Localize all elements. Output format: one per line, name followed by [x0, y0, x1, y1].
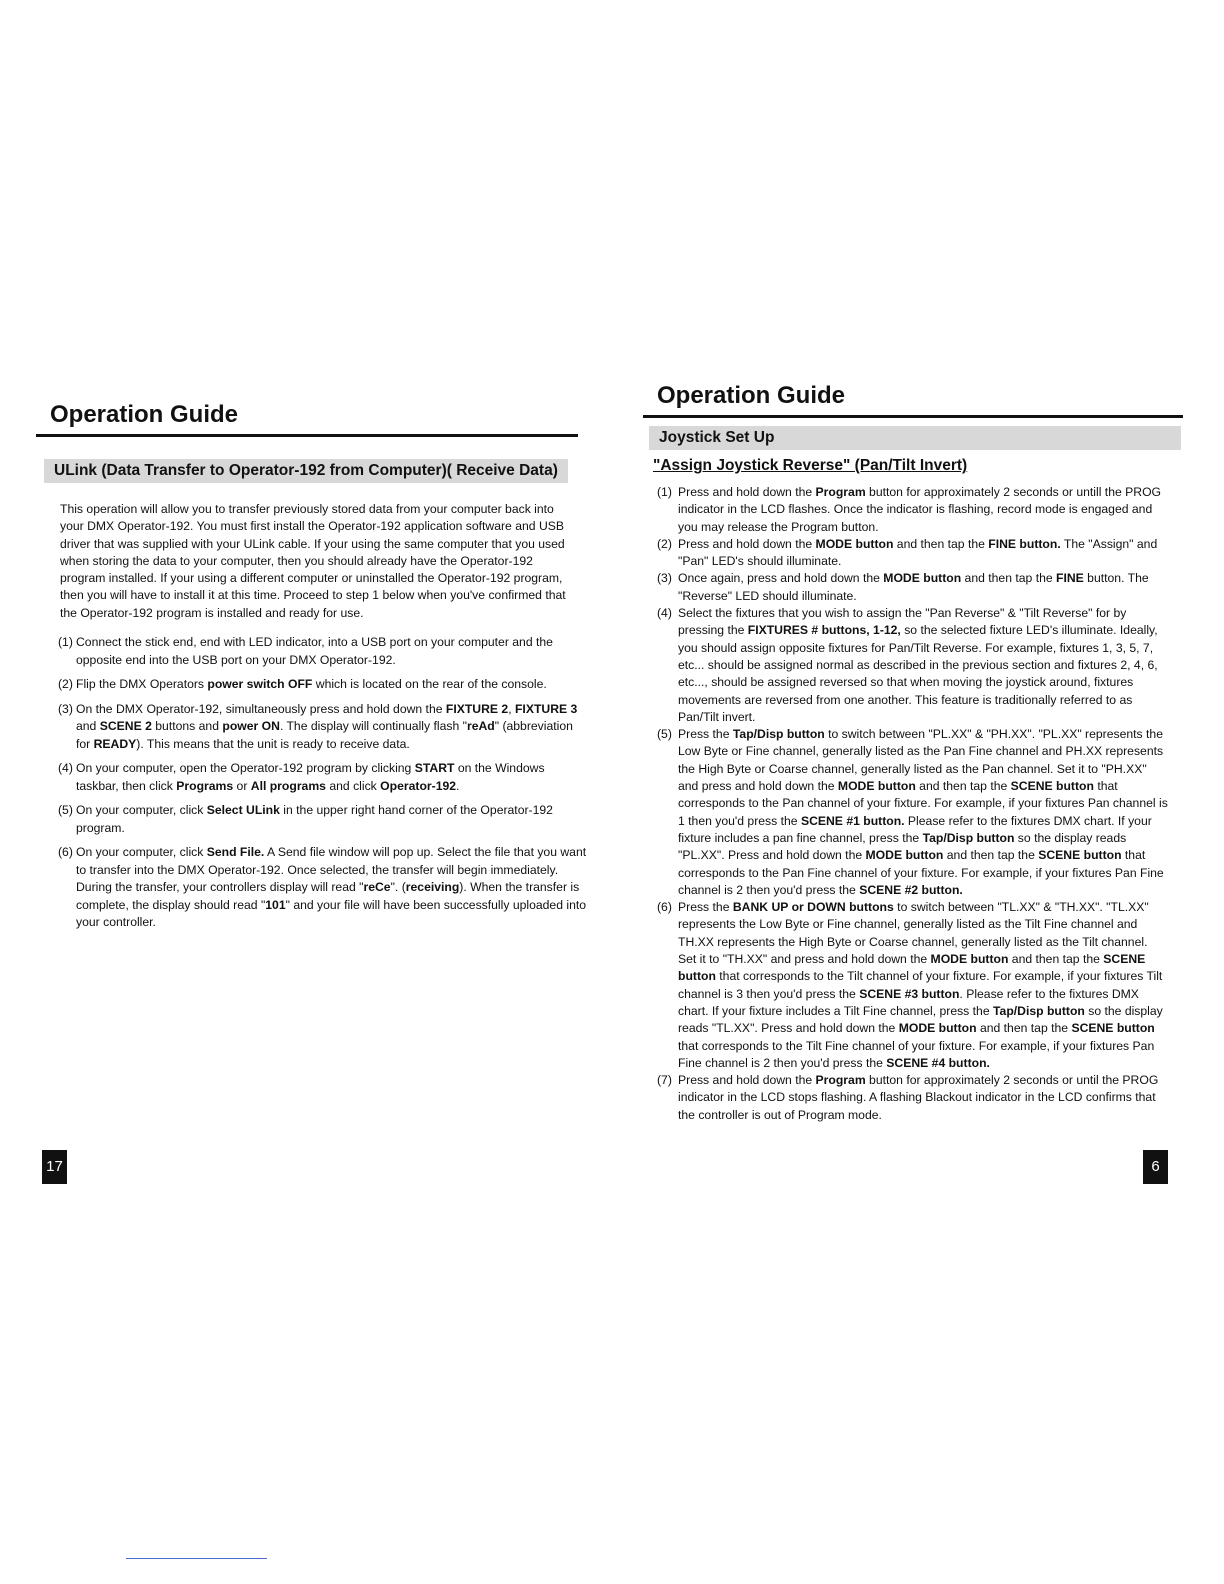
step-list [58, 634, 588, 932]
step-number: (4) [657, 606, 672, 621]
step-number: (7) [657, 1073, 672, 1088]
page-title: Operation Guide [657, 382, 846, 409]
step-item: (7) Press and hold down the Program button for approximately 2 seconds or until the PROG indicator in the LCD stops flashing. A flashing Blackout indicator in the LCD confirms that the controller is out of Program mode. [657, 1073, 1159, 1122]
page-number: 6 [1143, 1150, 1168, 1184]
page-title: Operation Guide [50, 401, 239, 428]
step-item: (2) Press and hold down the MODE button and then tap the FINE button. The "Assign" and "Pan" LED's should illuminate. [657, 536, 1158, 569]
intro-paragraph: This operation will allow you to transfer previously stored data from your computer back into your DMX Operator-192. You must first install the Operator-192 application software and USB driver that was supplied with your ULink cable. If your using the same computer that you used when storing the data to your computer, then you should already have the Operator-192 program installed. If your using a different computer or uninstalled the Operator-192 program, then you will have to install it at this time. Proceed to step 1 below when you've confirmed that the Operator-192 program is installed and ready for use. [60, 502, 566, 620]
step-item: (2) Flip the DMX Operators power switch OFF which is located on the rear of the console. [58, 676, 588, 694]
title-rule [643, 415, 1183, 418]
step-item: (5) On your computer, click Select ULink in the upper right hand corner of the Operator-192 program. [58, 803, 553, 835]
step-number: (4) [58, 761, 73, 776]
right-page [643, 381, 1183, 1124]
step-item: (3) On the DMX Operator-192, simultaneously press and hold down the FIXTURE 2, FIXTURE 3 and SCENE 2 buttons and power ON. The display will continually flash "reAd" (abbreviation for READY). This means that the unit is ready to receive data. [58, 701, 578, 751]
step-number: (3) [58, 701, 73, 716]
step-item: (6) On your computer, click Send File. A Send file window will pop up. Select the file that you want to transfer into the DMX Operator-192. Once selected, the transfer will begin immediately. During the transfer, your controllers display will read "reCe". (receiving). When the transfer is complete, the display should read "101" and your file will have been successfully uploaded into your controller. [58, 845, 587, 930]
step-number: (6) [657, 900, 672, 915]
subheading: "Assign Joystick Reverse" (Pan/Tilt Invert) [653, 457, 968, 474]
section-heading: ULink (Data Transfer to Operator-192 from Computer)( Receive Data) [44, 459, 568, 483]
step-item: (4) Select the fixtures that you wish to assign the "Pan Reverse" & "Tilt Reverse" for by pressing the FIXTURES # buttons, 1-12, so the selected fixture LED's illuminate. Ideally, you should assign opposite fixtures for Pan/Tilt Reverse. For example, fixtures 1, 3, 5, 7, etc... should be assigned normal as described in the previous section and fixtures 2, 4, 6, etc..., should be assigned reversed so that when moving the joystick around, fixtures movements are reversed from one another. This feature is traditionally referred to as Pan/Tilt invert. [657, 606, 1158, 724]
step-number: (3) [657, 571, 672, 586]
step-item: (4) On your computer, open the Operator-192 program by clicking START on the Windows taskbar, then click Programs or All programs and click Operator-192. [58, 761, 545, 793]
step-list [657, 484, 1169, 1124]
step-number: (2) [657, 536, 672, 551]
step-item: (1) Press and hold down the Program button for approximately 2 seconds or untill the PROG indicator in the LCD flashes. Once the indicator is flashing, record mode is engaged and you may release the Program button. [657, 485, 1162, 534]
step-item: (1) Connect the stick end, end with LED indicator, into a USB port on your computer and the opposite end into the USB port on your DMX Operator-192. [58, 635, 553, 667]
title-rule [36, 434, 578, 437]
left-page [36, 400, 587, 939]
step-number: (5) [657, 727, 672, 742]
step-number: (1) [657, 485, 672, 499]
step-number: (1) [58, 635, 73, 650]
step-item: (3) Once again, press and hold down the MODE button and then tap the FINE button. The "Reverse" LED should illuminate. [657, 571, 1149, 603]
page-number: 17 [42, 1150, 67, 1184]
step-number: (2) [58, 677, 73, 692]
step-number: (5) [58, 803, 73, 818]
step-number: (6) [58, 845, 73, 860]
step-item: (5) Press the Tap/Disp button to switch between "PL.XX" & "PH.XX". "PL.XX" represents the Low Byte or Fine channel, generally listed as the Pan Fine channel and PH.XX represents the High Byte or Coarse channel, generally listed as the Pan channel. Set it to "PH.XX" and press and hold down the MODE button and then tap the SCENE button that corresponds to the Pan channel of your fixture. For example, if your fixtures Pan channel is 1 then you'd press the SCENE #1 button. Please refer to the fixtures DMX chart. If your fixture includes a pan fine channel, press the Tap/Disp button so the display reads "PL.XX". Press and hold down the MODE button and then tap the SCENE button that corresponds to the Pan Fine channel of your fixture. For example, if your fixtures Pan Fine channel is 2 then you'd press the SCENE #2 button. [657, 727, 1168, 897]
step-item: (6) Press the BANK UP or DOWN buttons to switch between "TL.XX" & "TH.XX". "TL.XX" represents the Low Byte or Fine channel, generally listed as the Tilt Fine channel and TH.XX represents the High Byte or Coarse channel, generally listed as the Tilt channel. Set it to "TH.XX" and press and hold down the MODE button and then tap the SCENE button that corresponds to the Tilt channel of your fixture. For example, if your fixtures Tilt channel is 3 then you'd press the SCENE #3 button. Please refer to the fixtures DMX chart. If your fixture includes a Tilt Fine channel, press the Tap/Disp button so the display reads "TL.XX". Press and hold down the MODE button and then tap the SCENE button that corresponds to the Tilt Fine channel of your fixture. For example, if your fixtures Pan Fine channel is 2 then you'd press the SCENE #4 button. [657, 900, 1163, 1070]
link-underline [126, 1558, 267, 1559]
section-heading: Joystick Set Up [649, 426, 1181, 450]
